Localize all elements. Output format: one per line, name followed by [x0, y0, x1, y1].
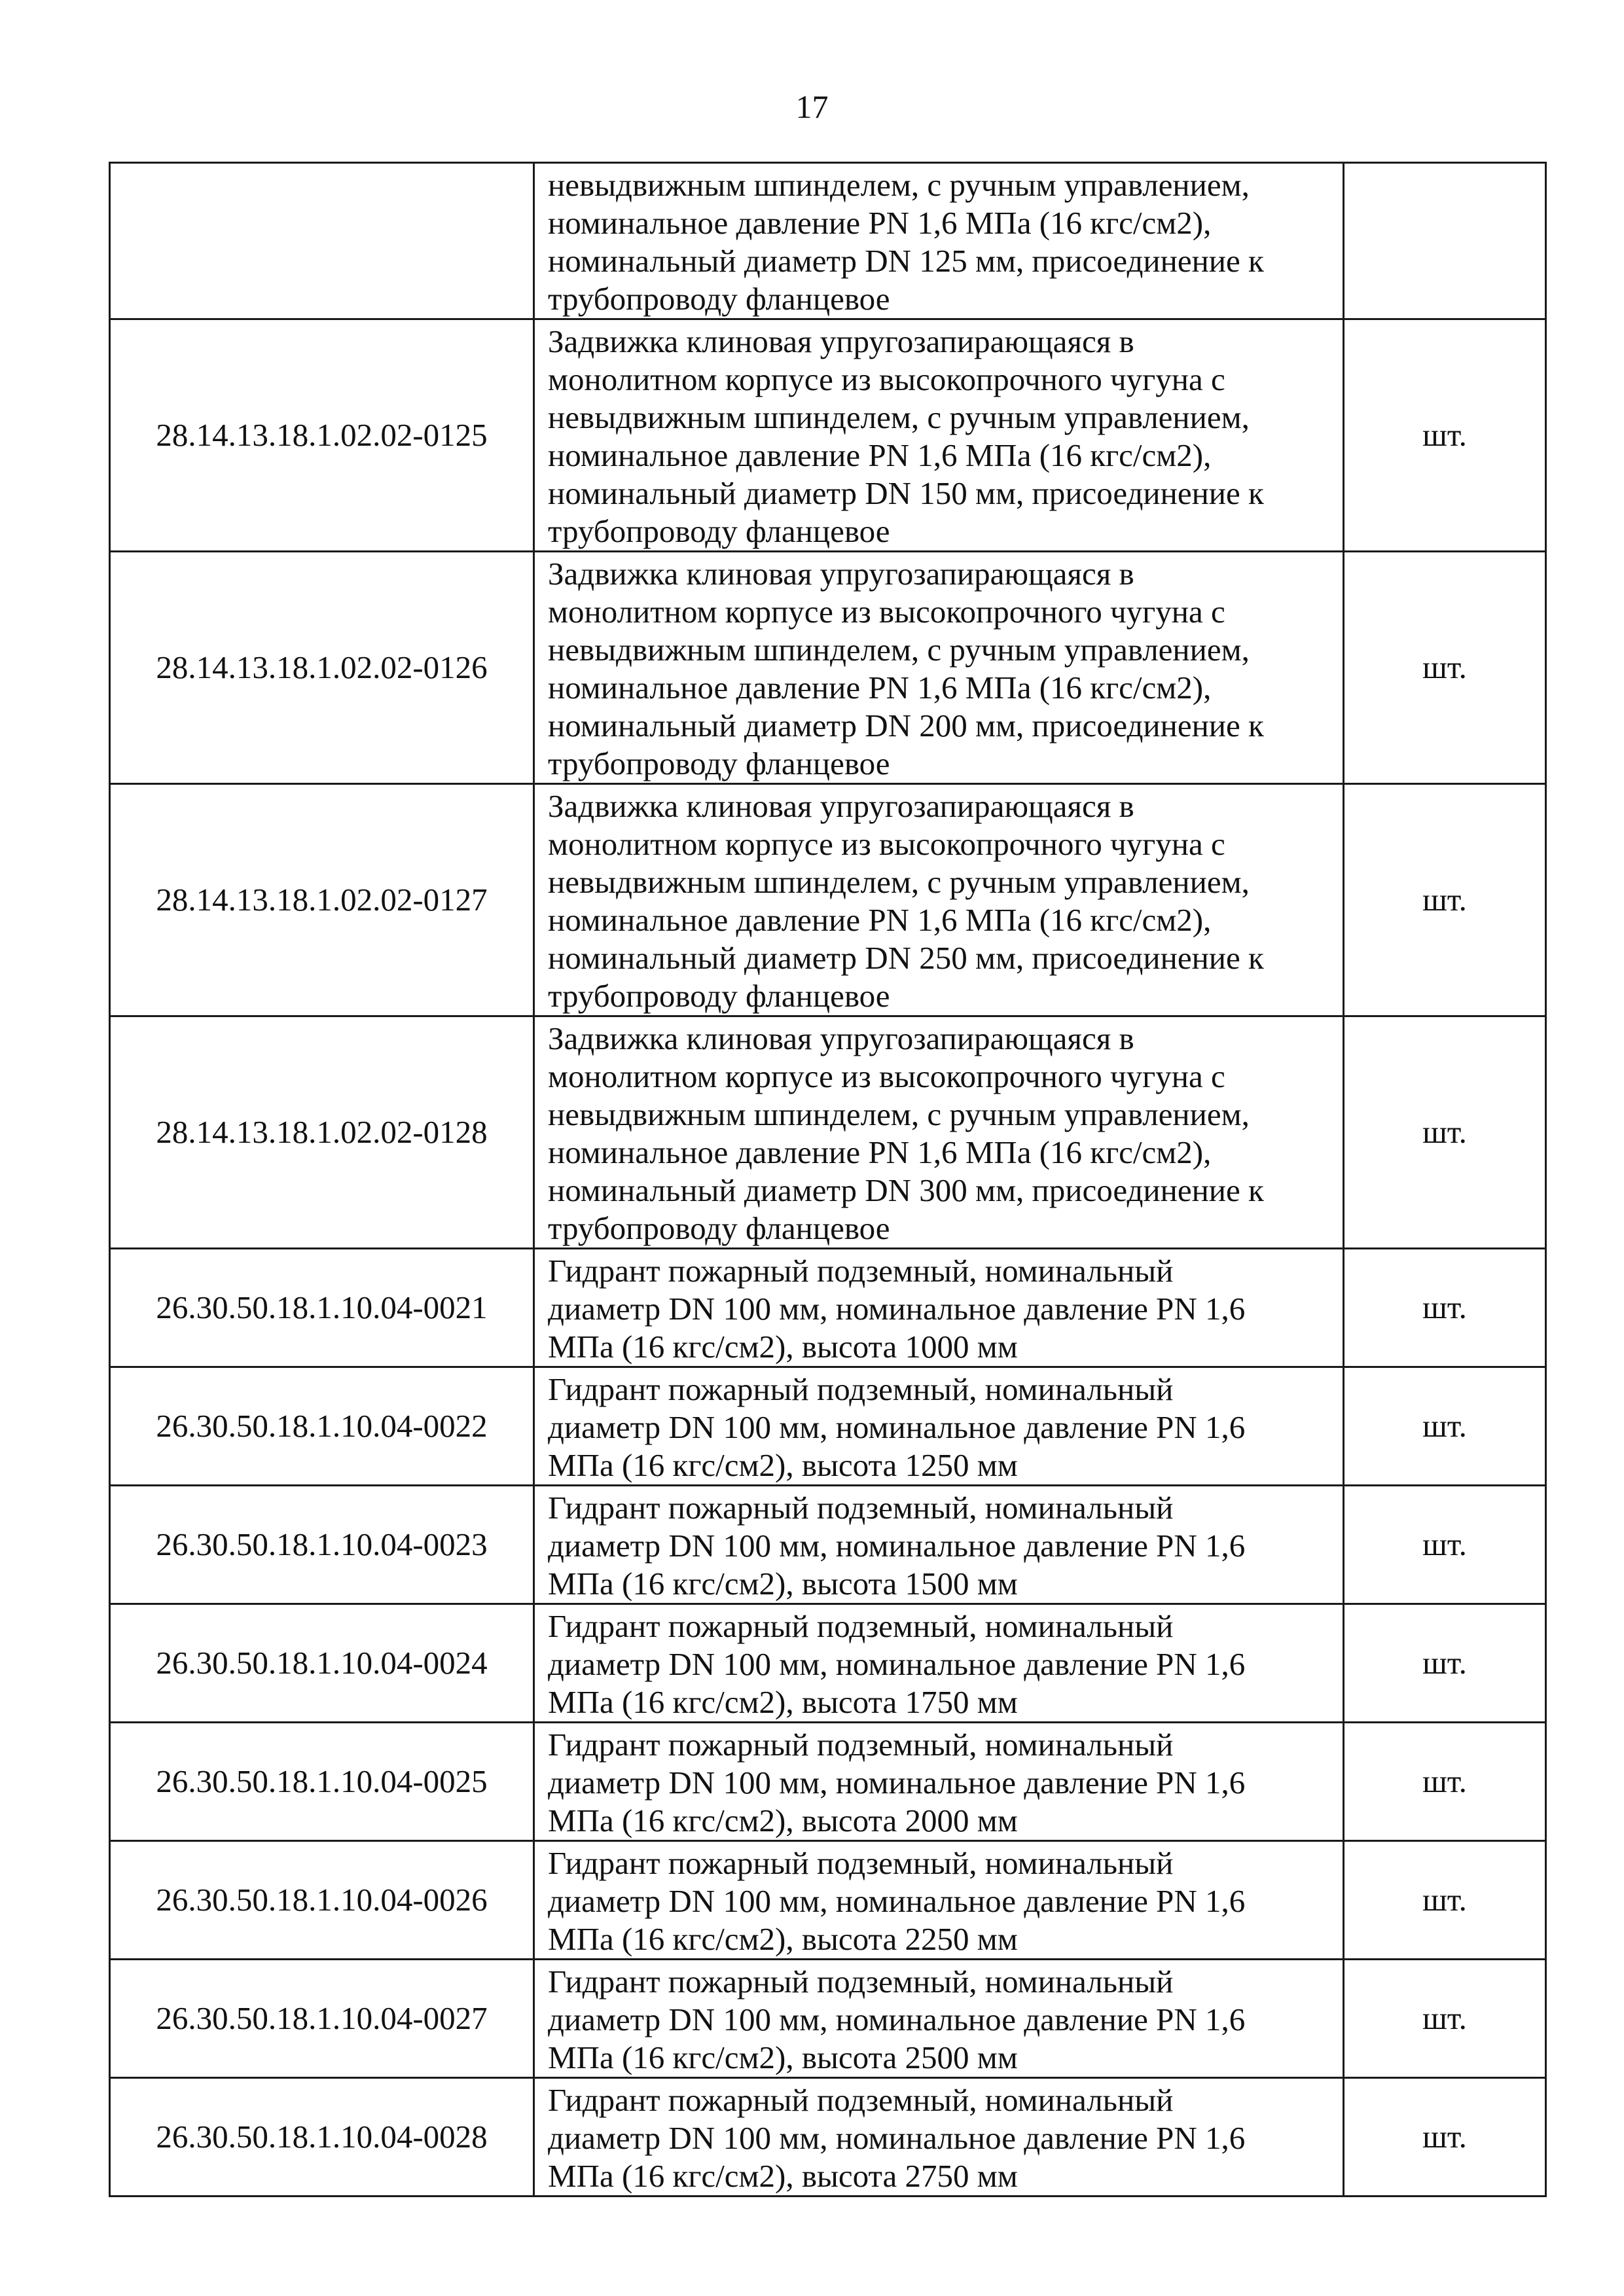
description-line: диаметр DN 100 мм, номинальное давление PN 1,6 — [548, 1883, 1246, 1919]
item-description — [534, 552, 1344, 784]
item-description — [534, 2078, 1344, 2197]
item-description — [534, 1367, 1344, 1486]
description-line: Гидрант пожарный подземный, номинальный — [548, 1253, 1174, 1289]
description-line: МПа (16 кгс/см2), высота 2250 мм — [548, 1921, 1018, 1957]
item-code: 26.30.50.18.1.10.04-0026 — [110, 1841, 534, 1960]
item-code — [110, 163, 534, 319]
description-line: трубопроводу фланцевое — [548, 978, 890, 1014]
description-line: невыдвижным шпинделем, с ручным управлением, — [548, 864, 1250, 900]
item-unit: шт. — [1344, 1016, 1546, 1249]
item-description — [534, 1486, 1344, 1604]
item-unit: шт. — [1344, 1604, 1546, 1723]
description-line: трубопроводу фланцевое — [548, 1210, 890, 1246]
description-line: невыдвижным шпинделем, с ручным управлением, — [548, 399, 1250, 435]
item-code: 26.30.50.18.1.10.04-0024 — [110, 1604, 534, 1723]
item-description — [534, 1604, 1344, 1723]
item-description — [534, 1016, 1344, 1249]
item-unit: шт. — [1344, 1249, 1546, 1367]
description-line: Задвижка клиновая упругозапирающаяся в — [548, 323, 1134, 359]
description-line: невыдвижным шпинделем, с ручным управлением, — [548, 1096, 1250, 1132]
items-table — [109, 162, 1547, 2197]
description-line: монолитном корпусе из высокопрочного чугуна с — [548, 361, 1225, 397]
item-code: 28.14.13.18.1.02.02-0127 — [110, 784, 534, 1016]
description-line: МПа (16 кгс/см2), высота 2000 мм — [548, 1803, 1018, 1839]
description-line: монолитном корпусе из высокопрочного чугуна с — [548, 826, 1225, 862]
table-row — [110, 1367, 1546, 1486]
description-line: номинальное давление PN 1,6 МПа (16 кгс/см2), — [548, 437, 1212, 473]
table-row — [110, 784, 1546, 1016]
table-row — [110, 319, 1546, 552]
description-line: монолитном корпусе из высокопрочного чугуна с — [548, 1058, 1225, 1094]
item-code: 28.14.13.18.1.02.02-0128 — [110, 1016, 534, 1249]
table-row — [110, 1249, 1546, 1367]
description-line: Гидрант пожарный подземный, номинальный — [548, 1371, 1174, 1407]
item-description — [534, 1723, 1344, 1841]
description-line: МПа (16 кгс/см2), высота 1000 мм — [548, 1329, 1018, 1365]
items-table-body — [110, 163, 1546, 2197]
description-line: Задвижка клиновая упругозапирающаяся в — [548, 788, 1134, 824]
item-description — [534, 163, 1344, 319]
item-unit: шт. — [1344, 319, 1546, 552]
item-description — [534, 1249, 1344, 1367]
description-line: МПа (16 кгс/см2), высота 2500 мм — [548, 2039, 1018, 2075]
description-line: диаметр DN 100 мм, номинальное давление PN 1,6 — [548, 1646, 1246, 1682]
item-unit: шт. — [1344, 784, 1546, 1016]
description-line: трубопроводу фланцевое — [548, 513, 890, 549]
item-unit: шт. — [1344, 1960, 1546, 2078]
description-line: диаметр DN 100 мм, номинальное давление PN 1,6 — [548, 1409, 1246, 1445]
description-line: Гидрант пожарный подземный, номинальный — [548, 1845, 1174, 1881]
description-line: номинальный диаметр DN 125 мм, присоединение к — [548, 243, 1264, 279]
description-line: диаметр DN 100 мм, номинальное давление PN 1,6 — [548, 1765, 1246, 1801]
page-number: 17 — [795, 88, 829, 125]
item-unit: шт. — [1344, 1486, 1546, 1604]
item-code: 26.30.50.18.1.10.04-0027 — [110, 1960, 534, 2078]
item-unit: шт. — [1344, 2078, 1546, 2197]
description-line: трубопроводу фланцевое — [548, 745, 890, 781]
item-description — [534, 1841, 1344, 1960]
item-unit — [1344, 163, 1546, 319]
description-line: Гидрант пожарный подземный, номинальный — [548, 1608, 1174, 1644]
item-description — [534, 784, 1344, 1016]
table-row — [110, 1016, 1546, 1249]
item-code: 26.30.50.18.1.10.04-0022 — [110, 1367, 534, 1486]
description-line: МПа (16 кгс/см2), высота 1500 мм — [548, 1566, 1018, 1602]
description-line: диаметр DN 100 мм, номинальное давление PN 1,6 — [548, 2120, 1246, 2156]
description-line: номинальный диаметр DN 200 мм, присоединение к — [548, 708, 1264, 744]
item-code: 26.30.50.18.1.10.04-0025 — [110, 1723, 534, 1841]
item-unit: шт. — [1344, 1367, 1546, 1486]
table-row — [110, 1723, 1546, 1841]
item-code: 28.14.13.18.1.02.02-0126 — [110, 552, 534, 784]
item-unit: шт. — [1344, 1841, 1546, 1960]
description-line: монолитном корпусе из высокопрочного чугуна с — [548, 594, 1225, 630]
description-line: номинальное давление PN 1,6 МПа (16 кгс/см2), — [548, 902, 1212, 938]
table-row — [110, 1604, 1546, 1723]
description-line: номинальное давление PN 1,6 МПа (16 кгс/см2), — [548, 670, 1212, 706]
description-line: диаметр DN 100 мм, номинальное давление PN 1,6 — [548, 2001, 1246, 2037]
table-row — [110, 552, 1546, 784]
table-row — [110, 1841, 1546, 1960]
description-line: номинальный диаметр DN 250 мм, присоединение к — [548, 940, 1264, 976]
description-line: Гидрант пожарный подземный, номинальный — [548, 1490, 1174, 1526]
item-code: 26.30.50.18.1.10.04-0023 — [110, 1486, 534, 1604]
table-row — [110, 2078, 1546, 2197]
description-line: невыдвижным шпинделем, с ручным управлением, — [548, 167, 1250, 203]
description-line: Задвижка клиновая упругозапирающаяся в — [548, 1020, 1134, 1056]
description-line: номинальный диаметр DN 150 мм, присоединение к — [548, 475, 1264, 511]
description-line: трубопроводу фланцевое — [548, 281, 890, 317]
description-line: Гидрант пожарный подземный, номинальный — [548, 1964, 1174, 2000]
table-row — [110, 1960, 1546, 2078]
description-line: диаметр DN 100 мм, номинальное давление PN 1,6 — [548, 1291, 1246, 1327]
item-description — [534, 319, 1344, 552]
item-description — [534, 1960, 1344, 2078]
description-line: диаметр DN 100 мм, номинальное давление PN 1,6 — [548, 1528, 1246, 1564]
table-row — [110, 1486, 1546, 1604]
item-code: 28.14.13.18.1.02.02-0125 — [110, 319, 534, 552]
description-line: МПа (16 кгс/см2), высота 1250 мм — [548, 1447, 1018, 1483]
item-code: 26.30.50.18.1.10.04-0021 — [110, 1249, 534, 1367]
description-line: Гидрант пожарный подземный, номинальный — [548, 1727, 1174, 1763]
item-code: 26.30.50.18.1.10.04-0028 — [110, 2078, 534, 2197]
description-line: номинальное давление PN 1,6 МПа (16 кгс/см2), — [548, 1134, 1212, 1170]
item-unit: шт. — [1344, 1723, 1546, 1841]
description-line: номинальный диаметр DN 300 мм, присоединение к — [548, 1172, 1264, 1208]
description-line: Задвижка клиновая упругозапирающаяся в — [548, 556, 1134, 592]
description-line: невыдвижным шпинделем, с ручным управлением, — [548, 632, 1250, 668]
table-row — [110, 163, 1546, 319]
description-line: МПа (16 кгс/см2), высота 1750 мм — [548, 1684, 1018, 1720]
description-line: номинальное давление PN 1,6 МПа (16 кгс/см2), — [548, 205, 1212, 241]
item-unit: шт. — [1344, 552, 1546, 784]
description-line: Гидрант пожарный подземный, номинальный — [548, 2082, 1174, 2118]
description-line: МПа (16 кгс/см2), высота 2750 мм — [548, 2158, 1018, 2194]
